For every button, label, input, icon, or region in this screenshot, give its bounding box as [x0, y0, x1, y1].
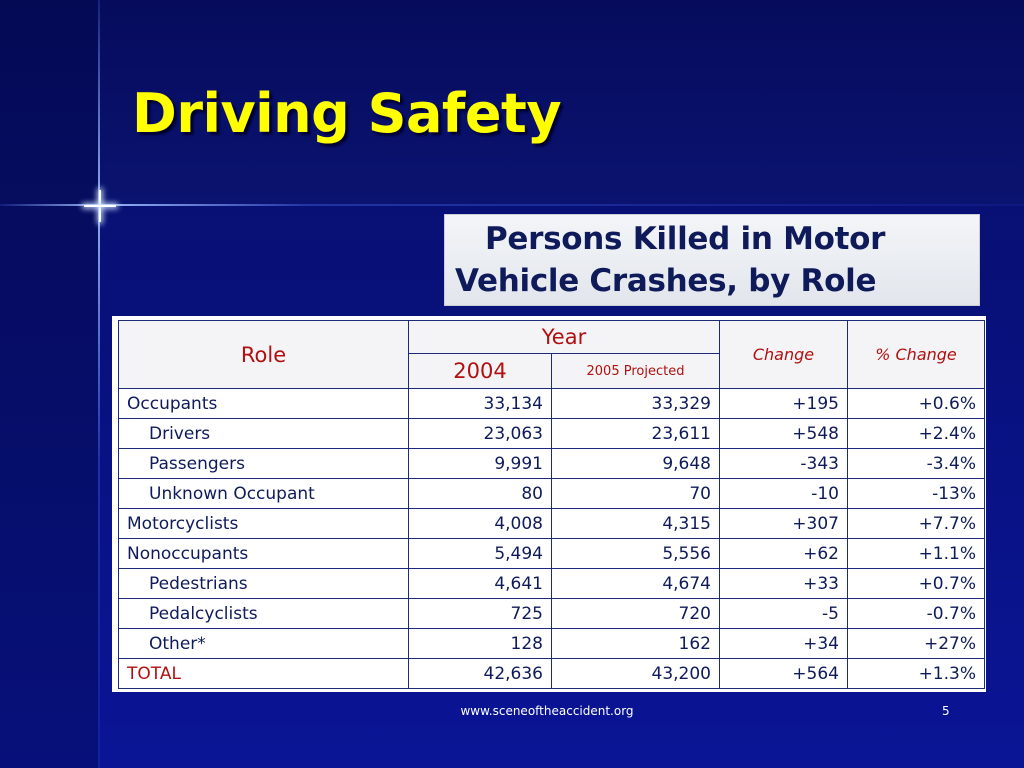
value-2004-cell: 4,008 [409, 509, 552, 539]
change-cell: +307 [720, 509, 848, 539]
table-row [119, 479, 985, 509]
value-2004-cell: 42,636 [409, 659, 552, 689]
role-cell: Unknown Occupant [119, 479, 409, 509]
change-cell: +548 [720, 419, 848, 449]
pct-change-cell: +1.1% [848, 539, 985, 569]
role-cell: Occupants [119, 389, 409, 419]
table-row-total [119, 659, 985, 689]
pct-change-cell: -13% [848, 479, 985, 509]
value-2005-cell: 43,200 [552, 659, 720, 689]
change-cell: +34 [720, 629, 848, 659]
value-2005-cell: 162 [552, 629, 720, 659]
value-2004-cell: 9,991 [409, 449, 552, 479]
table-caption-box [444, 214, 980, 306]
change-cell: +33 [720, 569, 848, 599]
pct-change-cell: +1.3% [848, 659, 985, 689]
header-2004: 2004 [409, 354, 552, 389]
table-row [119, 509, 985, 539]
role-cell: Pedestrians [119, 569, 409, 599]
header-year: Year [409, 321, 720, 354]
header-change: Change [720, 321, 848, 389]
pct-change-cell: +27% [848, 629, 985, 659]
change-cell: +195 [720, 389, 848, 419]
value-2005-cell: 4,674 [552, 569, 720, 599]
pct-change-cell: +7.7% [848, 509, 985, 539]
value-2005-cell: 9,648 [552, 449, 720, 479]
table-row [119, 539, 985, 569]
header-role: Role [119, 321, 409, 389]
pct-change-cell: -0.7% [848, 599, 985, 629]
caption-line-1: Persons Killed in Motor [485, 221, 886, 257]
table-container [112, 316, 986, 692]
sparkle-icon [84, 190, 116, 222]
table-row [119, 629, 985, 659]
value-2005-cell: 70 [552, 479, 720, 509]
page-number: 5 [942, 704, 950, 718]
pct-change-cell: +0.6% [848, 389, 985, 419]
change-cell: +564 [720, 659, 848, 689]
role-cell: Other* [119, 629, 409, 659]
table-row [119, 419, 985, 449]
value-2004-cell: 23,063 [409, 419, 552, 449]
change-cell: -5 [720, 599, 848, 629]
table-row [119, 569, 985, 599]
table-row [119, 449, 985, 479]
value-2004-cell: 5,494 [409, 539, 552, 569]
change-cell: -343 [720, 449, 848, 479]
role-cell: Nonoccupants [119, 539, 409, 569]
value-2005-cell: 33,329 [552, 389, 720, 419]
pct-change-cell: -3.4% [848, 449, 985, 479]
slide-title: Driving Safety [132, 82, 562, 145]
header-row-1 [119, 321, 985, 354]
caption-line-2: Vehicle Crashes, by Role [455, 263, 877, 299]
crash-table [118, 320, 985, 689]
header-2005-projected: 2005 Projected [552, 354, 720, 389]
role-cell: Motorcyclists [119, 509, 409, 539]
value-2004-cell: 4,641 [409, 569, 552, 599]
value-2004-cell: 80 [409, 479, 552, 509]
role-cell: Passengers [119, 449, 409, 479]
value-2005-cell: 4,315 [552, 509, 720, 539]
horizontal-accent-line [0, 204, 1024, 206]
pct-change-cell: +0.7% [848, 569, 985, 599]
value-2004-cell: 33,134 [409, 389, 552, 419]
header-pct-change: % Change [848, 321, 985, 389]
table-row [119, 389, 985, 419]
role-cell: Pedalcyclists [119, 599, 409, 629]
value-2004-cell: 725 [409, 599, 552, 629]
change-cell: +62 [720, 539, 848, 569]
value-2005-cell: 720 [552, 599, 720, 629]
role-cell: TOTAL [119, 659, 409, 689]
vertical-accent-line [98, 0, 100, 768]
value-2005-cell: 5,556 [552, 539, 720, 569]
left-strip [0, 0, 98, 768]
role-cell: Drivers [119, 419, 409, 449]
value-2005-cell: 23,611 [552, 419, 720, 449]
pct-change-cell: +2.4% [848, 419, 985, 449]
footer-url: www.sceneoftheaccident.org [460, 704, 634, 718]
table-row [119, 599, 985, 629]
value-2004-cell: 128 [409, 629, 552, 659]
change-cell: -10 [720, 479, 848, 509]
